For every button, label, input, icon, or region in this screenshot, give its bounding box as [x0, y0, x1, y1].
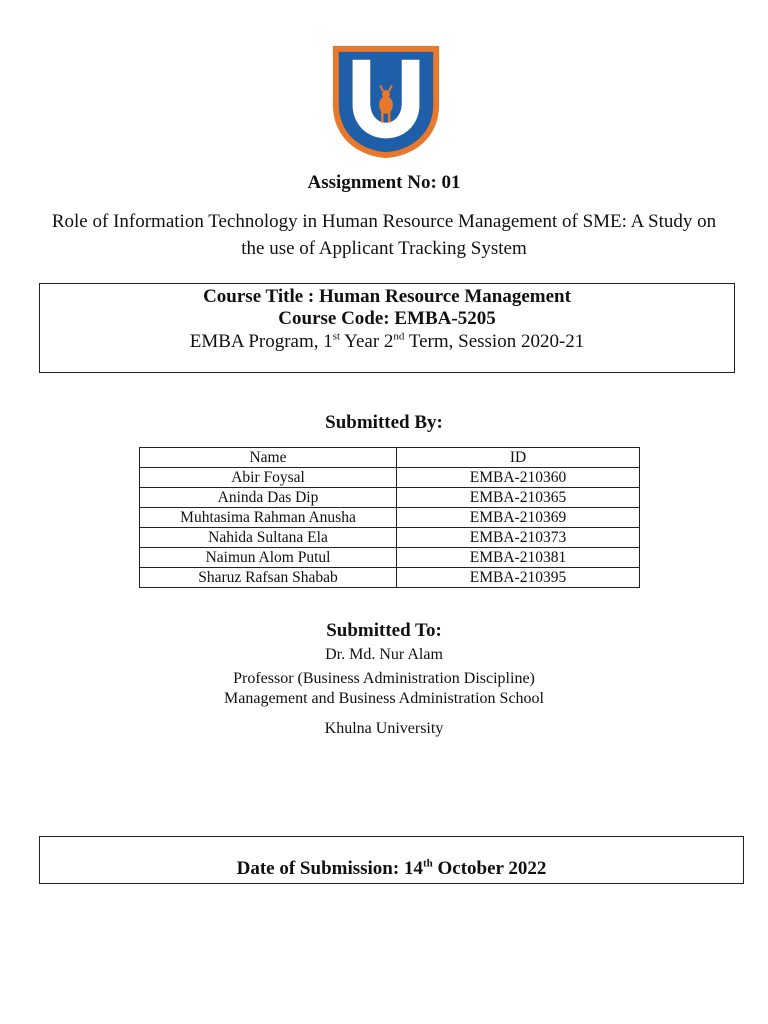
table-header-row — [140, 448, 640, 468]
member-id: EMBA-210369 — [397, 508, 640, 528]
university-name: Khulna University — [324, 720, 444, 737]
course-info-box — [39, 283, 735, 373]
member-id: EMBA-210365 — [397, 488, 640, 508]
member-name: Sharuz Rafsan Shabab — [140, 568, 397, 588]
supervisor-school: Management and Business Administration School — [224, 690, 544, 707]
table-row — [140, 488, 640, 508]
university-logo — [327, 42, 445, 160]
member-id: EMBA-210395 — [397, 568, 640, 588]
column-header-id: ID — [397, 448, 640, 468]
member-id: EMBA-210381 — [397, 548, 640, 568]
member-name: Naimun Alom Putul — [140, 548, 397, 568]
table-row — [140, 508, 640, 528]
submitted-to-heading: Submitted To: — [326, 620, 442, 641]
table-row — [140, 568, 640, 588]
table-row — [140, 548, 640, 568]
member-id: EMBA-210373 — [397, 528, 640, 548]
column-header-name: Name — [140, 448, 397, 468]
table-row — [140, 468, 640, 488]
member-name: Nahida Sultana Ela — [140, 528, 397, 548]
supervisor-designation: Professor (Business Administration Discipline) — [233, 670, 535, 687]
table-row — [140, 528, 640, 548]
assignment-title: Role of Information Technology in Human Resource Management of SME: A Study on the use of Applicant Tracking System — [51, 211, 717, 259]
submitted-by-heading: Submitted By: — [325, 412, 443, 433]
course-code: Course Code: EMBA-5205 — [278, 308, 496, 329]
assignment-number: Assignment No: 01 — [307, 172, 461, 193]
member-name: Aninda Das Dip — [140, 488, 397, 508]
member-id: EMBA-210360 — [397, 468, 640, 488]
submission-date-box: Date of Submission: 14th October 2022 — [39, 836, 744, 884]
member-name: Muhtasima Rahman Anusha — [140, 508, 397, 528]
members-table — [139, 447, 640, 588]
course-title: Course Title : Human Resource Management — [203, 286, 571, 307]
program-session: EMBA Program, 1st Year 2nd Term, Session 2020-21 — [189, 330, 585, 352]
supervisor-name: Dr. Md. Nur Alam — [325, 646, 443, 663]
member-name: Abir Foysal — [140, 468, 397, 488]
